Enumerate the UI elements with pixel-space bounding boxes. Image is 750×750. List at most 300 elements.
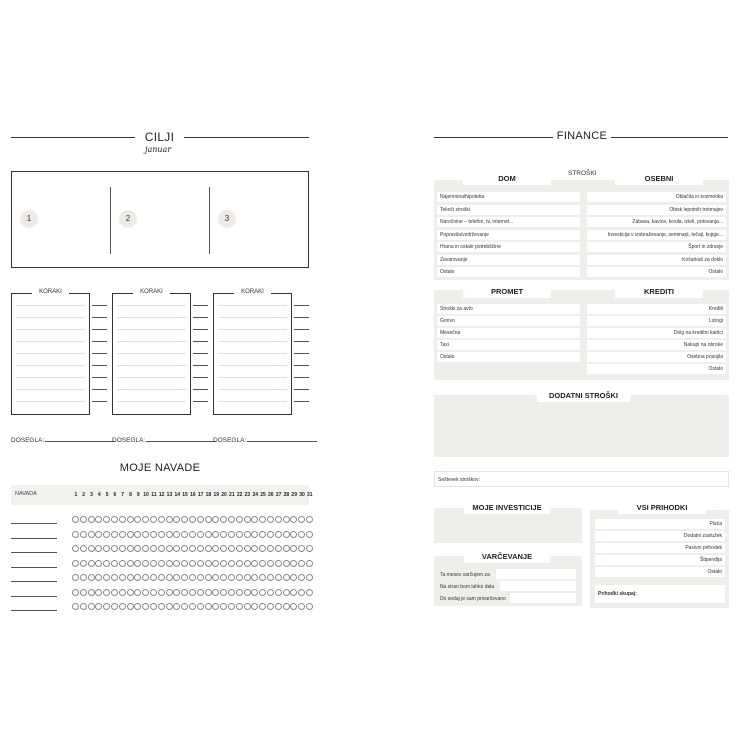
habit-day-checkbox[interactable] bbox=[88, 560, 95, 567]
habit-day-checkbox[interactable] bbox=[88, 574, 95, 581]
habit-day-checkbox[interactable] bbox=[72, 574, 79, 581]
habit-day-checkbox[interactable] bbox=[205, 574, 212, 581]
habit-day-checkbox[interactable] bbox=[298, 589, 305, 596]
habit-day-checkbox[interactable] bbox=[212, 560, 219, 567]
habit-day-checkbox[interactable] bbox=[158, 603, 165, 610]
osebni-row[interactable] bbox=[587, 192, 726, 202]
habit-name-field[interactable] bbox=[11, 538, 57, 539]
steps-box-3 bbox=[213, 289, 292, 415]
habit-day-checkbox[interactable] bbox=[95, 589, 102, 596]
habit-day-checkbox[interactable] bbox=[80, 545, 87, 552]
habit-day-checkbox[interactable] bbox=[283, 516, 290, 523]
habit-day-checkbox[interactable] bbox=[205, 589, 212, 596]
habit-day-checkbox[interactable] bbox=[290, 603, 297, 610]
krediti-row[interactable] bbox=[587, 352, 726, 362]
habit-day-checkbox[interactable] bbox=[205, 516, 212, 523]
habit-day-checkbox[interactable] bbox=[127, 516, 134, 523]
habit-day-checkbox[interactable] bbox=[142, 603, 149, 610]
habit-day-checkbox[interactable] bbox=[228, 603, 235, 610]
habit-day-checkbox[interactable] bbox=[119, 560, 126, 567]
habit-day-checkbox[interactable] bbox=[267, 574, 274, 581]
habit-day-checkbox[interactable] bbox=[290, 574, 297, 581]
habit-day-checkbox[interactable] bbox=[158, 531, 165, 538]
habit-day-checkbox[interactable] bbox=[166, 516, 173, 523]
habit-day-checkbox[interactable] bbox=[228, 574, 235, 581]
habit-day-checkbox[interactable] bbox=[220, 589, 227, 596]
habit-day-checkbox[interactable] bbox=[181, 531, 188, 538]
habit-day-checkbox[interactable] bbox=[150, 545, 157, 552]
day-number: 8 bbox=[129, 492, 132, 498]
habit-day-checkbox[interactable] bbox=[236, 574, 243, 581]
habit-day-checkbox[interactable] bbox=[150, 516, 157, 523]
habit-day-checkbox[interactable] bbox=[103, 574, 110, 581]
habit-day-checkbox[interactable] bbox=[290, 516, 297, 523]
habit-day-checkbox[interactable] bbox=[259, 531, 266, 538]
habit-day-checkbox[interactable] bbox=[189, 589, 196, 596]
habit-day-checkbox[interactable] bbox=[181, 603, 188, 610]
habit-day-checkbox[interactable] bbox=[259, 574, 266, 581]
habit-day-checkbox[interactable] bbox=[142, 574, 149, 581]
habit-day-checkbox[interactable] bbox=[306, 531, 313, 538]
habit-day-checkbox[interactable] bbox=[197, 516, 204, 523]
krediti-row[interactable] bbox=[587, 328, 726, 338]
prihodki-row[interactable] bbox=[595, 531, 725, 541]
habit-day-checkbox[interactable] bbox=[251, 531, 258, 538]
prihodki-row[interactable] bbox=[595, 543, 725, 553]
habit-day-checkbox[interactable] bbox=[134, 560, 141, 567]
habit-day-checkbox[interactable] bbox=[244, 589, 251, 596]
habit-day-checkbox[interactable] bbox=[212, 516, 219, 523]
habit-day-checkbox[interactable] bbox=[290, 531, 297, 538]
habit-day-checkbox[interactable] bbox=[173, 560, 180, 567]
krediti-label: Krediti bbox=[708, 306, 723, 312]
osebni-label: Zabava, kavice, kosila, izleti, potovanja... bbox=[632, 219, 723, 225]
habit-day-checkbox[interactable] bbox=[259, 516, 266, 523]
day-number: 26 bbox=[268, 492, 274, 498]
habit-name-field[interactable] bbox=[11, 596, 57, 597]
habit-day-checkbox[interactable] bbox=[228, 545, 235, 552]
habit-day-checkbox[interactable] bbox=[236, 589, 243, 596]
habit-name-field[interactable] bbox=[11, 581, 57, 582]
habit-day-checkbox[interactable] bbox=[88, 516, 95, 523]
habit-day-checkbox[interactable] bbox=[267, 545, 274, 552]
habit-day-checkbox[interactable] bbox=[244, 545, 251, 552]
habit-day-checkbox[interactable] bbox=[205, 545, 212, 552]
promet-row[interactable] bbox=[437, 304, 580, 314]
prihodki-label: Pasivni prihodek bbox=[685, 545, 722, 551]
osebni-row[interactable] bbox=[587, 230, 726, 240]
habit-day-checkbox[interactable] bbox=[267, 560, 274, 567]
savings-goal-field[interactable] bbox=[496, 569, 576, 579]
day-number: 14 bbox=[174, 492, 181, 498]
habit-day-checkbox[interactable] bbox=[88, 545, 95, 552]
habits-title: MOJE NAVADE bbox=[119, 462, 201, 474]
habit-day-checkbox[interactable] bbox=[251, 574, 258, 581]
prihodki-label: Ostalo bbox=[707, 569, 722, 575]
habit-day-checkbox[interactable] bbox=[166, 545, 173, 552]
habit-day-checkbox[interactable] bbox=[197, 603, 204, 610]
habit-day-checkbox[interactable] bbox=[134, 531, 141, 538]
habit-day-checkbox[interactable] bbox=[283, 560, 290, 567]
habit-day-checkbox[interactable] bbox=[298, 560, 305, 567]
habit-day-checkbox[interactable] bbox=[166, 603, 173, 610]
habit-day-checkbox[interactable] bbox=[111, 531, 118, 538]
habit-row bbox=[11, 531, 309, 539]
habit-day-checkbox[interactable] bbox=[275, 560, 282, 567]
habit-day-checkbox[interactable] bbox=[119, 516, 126, 523]
habit-day-checkbox[interactable] bbox=[142, 589, 149, 596]
habit-day-checkbox[interactable] bbox=[197, 574, 204, 581]
habit-day-checkbox[interactable] bbox=[95, 574, 102, 581]
habit-day-checkbox[interactable] bbox=[95, 531, 102, 538]
habit-day-checkbox[interactable] bbox=[306, 589, 313, 596]
habit-day-checkbox[interactable] bbox=[306, 545, 313, 552]
habit-day-checkbox[interactable] bbox=[259, 560, 266, 567]
habits-header bbox=[11, 485, 313, 505]
habit-day-checkbox[interactable] bbox=[220, 531, 227, 538]
habit-day-checkbox[interactable] bbox=[173, 516, 180, 523]
promet-row[interactable] bbox=[437, 352, 580, 362]
habit-day-checkbox[interactable] bbox=[166, 589, 173, 596]
habit-day-checkbox[interactable] bbox=[283, 589, 290, 596]
habit-day-checkbox[interactable] bbox=[80, 589, 87, 596]
habit-day-checkbox[interactable] bbox=[236, 603, 243, 610]
habit-day-checkbox[interactable] bbox=[111, 603, 118, 610]
krediti-row[interactable] bbox=[587, 364, 726, 374]
day-number: 4 bbox=[97, 492, 101, 498]
habit-day-checkbox[interactable] bbox=[205, 560, 212, 567]
habit-day-checkbox[interactable] bbox=[119, 589, 126, 596]
habit-day-checkbox[interactable] bbox=[88, 589, 95, 596]
habit-day-checkbox[interactable] bbox=[212, 603, 219, 610]
habit-day-checkbox[interactable] bbox=[189, 560, 196, 567]
habit-day-checkbox[interactable] bbox=[127, 589, 134, 596]
osebni-row[interactable] bbox=[587, 267, 726, 277]
habit-day-checkbox[interactable] bbox=[166, 560, 173, 567]
osebni-label: Obisk lepotnih tretmajev bbox=[669, 206, 723, 213]
habit-day-checkbox[interactable] bbox=[95, 603, 102, 610]
habit-day-checkbox[interactable] bbox=[290, 589, 297, 596]
habit-day-checkbox[interactable] bbox=[212, 589, 219, 596]
habit-day-checkbox[interactable] bbox=[267, 531, 274, 538]
habit-day-checkbox[interactable] bbox=[259, 603, 266, 610]
income-total-field[interactable]: Prihodki skupaj: bbox=[595, 585, 725, 603]
habit-day-checkbox[interactable] bbox=[189, 516, 196, 523]
habit-day-checkbox[interactable] bbox=[158, 545, 165, 552]
promet-row[interactable] bbox=[437, 328, 580, 338]
habit-day-checkbox[interactable] bbox=[267, 516, 274, 523]
habit-day-checkbox[interactable] bbox=[150, 531, 157, 538]
habit-day-checkbox[interactable] bbox=[251, 560, 258, 567]
habit-day-checkbox[interactable] bbox=[212, 574, 219, 581]
osebni-row[interactable] bbox=[587, 242, 726, 252]
total-expenses-field[interactable]: Seštevek stroškov: bbox=[434, 471, 729, 487]
habit-day-checkbox[interactable] bbox=[189, 545, 196, 552]
habit-day-checkbox[interactable] bbox=[127, 560, 134, 567]
dom-row[interactable] bbox=[437, 205, 580, 215]
habit-day-checkbox[interactable] bbox=[275, 516, 282, 523]
promet-row[interactable] bbox=[437, 316, 580, 326]
habit-day-checkbox[interactable] bbox=[80, 574, 87, 581]
habit-day-checkbox[interactable] bbox=[298, 603, 305, 610]
habit-day-checkbox[interactable] bbox=[197, 560, 204, 567]
habit-day-checkbox[interactable] bbox=[220, 603, 227, 610]
habit-day-checkbox[interactable] bbox=[181, 589, 188, 596]
habit-day-checkbox[interactable] bbox=[111, 516, 118, 523]
habit-day-checkbox[interactable] bbox=[275, 603, 282, 610]
habit-day-checkbox[interactable] bbox=[80, 560, 87, 567]
habit-day-checkbox[interactable] bbox=[166, 574, 173, 581]
habit-day-checkbox[interactable] bbox=[134, 574, 141, 581]
habit-day-checkbox[interactable] bbox=[244, 603, 251, 610]
habit-day-checkbox[interactable] bbox=[290, 560, 297, 567]
habit-day-checkbox[interactable] bbox=[298, 516, 305, 523]
krediti-row[interactable] bbox=[587, 316, 726, 326]
habit-day-checkbox[interactable] bbox=[267, 589, 274, 596]
habit-day-checkbox[interactable] bbox=[72, 516, 79, 523]
habit-day-checkbox[interactable] bbox=[142, 560, 149, 567]
habit-day-checkbox[interactable] bbox=[181, 516, 188, 523]
day-numbers bbox=[72, 492, 314, 498]
dom-label: Hrana in ostale potrebščine bbox=[440, 244, 501, 250]
habit-day-checkbox[interactable] bbox=[251, 603, 258, 610]
steps-label: KORAKI bbox=[140, 289, 163, 295]
habit-day-checkbox[interactable] bbox=[197, 545, 204, 552]
habit-name-field[interactable] bbox=[11, 567, 57, 568]
osebni-label: Šport in zdravje bbox=[688, 244, 723, 250]
habit-day-checkbox[interactable] bbox=[72, 589, 79, 596]
osebni-row[interactable] bbox=[587, 205, 726, 215]
habit-day-checkbox[interactable] bbox=[283, 603, 290, 610]
habit-day-checkbox[interactable] bbox=[173, 603, 180, 610]
habit-day-checkbox[interactable] bbox=[189, 603, 196, 610]
habit-day-checkbox[interactable] bbox=[220, 560, 227, 567]
habit-day-checkbox[interactable] bbox=[88, 531, 95, 538]
habit-day-checkbox[interactable] bbox=[111, 574, 118, 581]
dom-row[interactable] bbox=[437, 230, 580, 240]
habit-day-checkbox[interactable] bbox=[119, 531, 126, 538]
habit-day-checkbox[interactable] bbox=[111, 560, 118, 567]
habit-day-checkbox[interactable] bbox=[173, 574, 180, 581]
habit-day-checkbox[interactable] bbox=[158, 560, 165, 567]
habit-day-checkbox[interactable] bbox=[275, 531, 282, 538]
habit-day-checkbox[interactable] bbox=[150, 574, 157, 581]
habit-day-checkbox[interactable] bbox=[283, 574, 290, 581]
habit-day-checkbox[interactable] bbox=[236, 545, 243, 552]
prihodki-header: VSI PRIHODKI bbox=[618, 502, 706, 514]
habit-day-checkbox[interactable] bbox=[166, 531, 173, 538]
habit-day-checkbox[interactable] bbox=[283, 545, 290, 552]
habit-day-checkbox[interactable] bbox=[103, 560, 110, 567]
habit-day-checkbox[interactable] bbox=[127, 603, 134, 610]
habit-day-checkbox[interactable] bbox=[134, 589, 141, 596]
habit-day-checkbox[interactable] bbox=[103, 603, 110, 610]
habit-row bbox=[11, 574, 309, 582]
savings-amount-field[interactable] bbox=[500, 581, 576, 591]
habit-day-checkbox[interactable] bbox=[259, 545, 266, 552]
achieved-field-2[interactable]: DOSEGLA: bbox=[112, 437, 216, 444]
habit-day-checkbox[interactable] bbox=[95, 545, 102, 552]
dom-row[interactable] bbox=[437, 192, 580, 202]
habit-day-checkbox[interactable] bbox=[173, 589, 180, 596]
habit-day-checkbox[interactable] bbox=[173, 545, 180, 552]
habit-day-checkbox[interactable] bbox=[290, 545, 297, 552]
habit-day-checkbox[interactable] bbox=[228, 531, 235, 538]
promet-label: Ostalo bbox=[440, 354, 455, 360]
dom-row[interactable] bbox=[437, 267, 580, 277]
dom-row[interactable] bbox=[437, 242, 580, 252]
habit-day-checkbox[interactable] bbox=[127, 545, 134, 552]
habit-name-field[interactable] bbox=[11, 552, 57, 553]
osebni-row[interactable] bbox=[587, 217, 726, 227]
page-title-finance: FINANCE bbox=[556, 130, 608, 142]
krediti-label: Ostalo bbox=[708, 366, 723, 372]
day-number: 6 bbox=[113, 492, 117, 498]
day-number: 10 bbox=[143, 492, 149, 498]
promet-label: Mesečna bbox=[440, 330, 461, 336]
habit-day-checkbox[interactable] bbox=[95, 516, 102, 523]
habit-day-checkbox[interactable] bbox=[88, 603, 95, 610]
dom-label: Naročnine – telefon, tv, internet... bbox=[440, 219, 514, 225]
habit-name-field[interactable] bbox=[11, 610, 57, 611]
habit-day-checkbox[interactable] bbox=[142, 545, 149, 552]
habit-day-checkbox[interactable] bbox=[158, 516, 165, 523]
osebni-label: Investicija v izobraževanje, seminarji, tečaji, knjige... bbox=[607, 231, 723, 238]
habit-day-checkbox[interactable] bbox=[142, 531, 149, 538]
habit-day-checkbox[interactable] bbox=[212, 545, 219, 552]
achieved-field-1[interactable]: DOSEGLA: bbox=[11, 437, 115, 444]
habit-day-checkbox[interactable] bbox=[72, 560, 79, 567]
habit-name-field[interactable] bbox=[11, 523, 57, 524]
habit-day-checkbox[interactable] bbox=[220, 516, 227, 523]
additional-expenses-panel[interactable] bbox=[434, 395, 729, 457]
day-number: 11 bbox=[151, 492, 157, 498]
habit-day-checkbox[interactable] bbox=[134, 516, 141, 523]
habit-day-checkbox[interactable] bbox=[127, 574, 134, 581]
habit-day-checkbox[interactable] bbox=[251, 516, 258, 523]
habit-day-checkbox[interactable] bbox=[212, 531, 219, 538]
prihodki-label: Dodatni zaslužek bbox=[683, 533, 722, 539]
habit-day-checkbox[interactable] bbox=[103, 516, 110, 523]
habit-day-checkbox[interactable] bbox=[158, 574, 165, 581]
krediti-row[interactable] bbox=[587, 304, 726, 314]
dom-label: Popravila/vzdrževanje bbox=[440, 231, 489, 238]
habit-day-checkbox[interactable] bbox=[103, 531, 110, 538]
habit-day-checkbox[interactable] bbox=[259, 589, 266, 596]
habit-day-checkbox[interactable] bbox=[111, 589, 118, 596]
habit-day-checkbox[interactable] bbox=[236, 516, 243, 523]
habit-day-checkbox[interactable] bbox=[181, 574, 188, 581]
promet-header: PROMET bbox=[463, 286, 551, 298]
habit-day-checkbox[interactable] bbox=[205, 531, 212, 538]
habit-day-checkbox[interactable] bbox=[72, 545, 79, 552]
promet-row[interactable] bbox=[437, 340, 580, 350]
habit-day-checkbox[interactable] bbox=[181, 560, 188, 567]
habit-day-checkbox[interactable] bbox=[150, 603, 157, 610]
habit-day-checkbox[interactable] bbox=[95, 560, 102, 567]
habit-day-checkbox[interactable] bbox=[220, 545, 227, 552]
steps-label: KORAKI bbox=[241, 289, 264, 295]
osebni-row[interactable] bbox=[587, 255, 726, 265]
habit-day-checkbox[interactable] bbox=[103, 589, 110, 596]
habit-day-checkbox[interactable] bbox=[251, 545, 258, 552]
habit-day-checkbox[interactable] bbox=[158, 589, 165, 596]
prihodki-row[interactable] bbox=[595, 519, 725, 529]
habit-day-checkbox[interactable] bbox=[173, 531, 180, 538]
habit-day-checkbox[interactable] bbox=[111, 545, 118, 552]
habit-day-checkbox[interactable] bbox=[228, 589, 235, 596]
prihodki-label: Štipendija bbox=[700, 557, 722, 563]
savings-total-field[interactable] bbox=[510, 593, 576, 603]
habit-day-checkbox[interactable] bbox=[142, 516, 149, 523]
habit-day-checkbox[interactable] bbox=[80, 516, 87, 523]
habit-day-checkbox[interactable] bbox=[197, 589, 204, 596]
habit-day-checkbox[interactable] bbox=[275, 545, 282, 552]
habit-day-checkbox[interactable] bbox=[228, 516, 235, 523]
habit-day-checkbox[interactable] bbox=[119, 574, 126, 581]
habit-day-checkbox[interactable] bbox=[197, 531, 204, 538]
day-number: 19 bbox=[213, 492, 220, 498]
habit-day-checkbox[interactable] bbox=[72, 603, 79, 610]
habit-day-checkbox[interactable] bbox=[236, 560, 243, 567]
habit-day-checkbox[interactable] bbox=[306, 574, 313, 581]
prihodki-row[interactable] bbox=[595, 567, 725, 577]
habit-day-checkbox[interactable] bbox=[127, 531, 134, 538]
habit-day-checkbox[interactable] bbox=[267, 603, 274, 610]
habit-day-checkbox[interactable] bbox=[244, 516, 251, 523]
habit-day-checkbox[interactable] bbox=[298, 574, 305, 581]
habit-day-checkbox[interactable] bbox=[80, 531, 87, 538]
habit-day-checkbox[interactable] bbox=[189, 574, 196, 581]
habit-day-checkbox[interactable] bbox=[244, 574, 251, 581]
habit-day-checkbox[interactable] bbox=[244, 531, 251, 538]
habit-day-checkbox[interactable] bbox=[298, 545, 305, 552]
habit-day-checkbox[interactable] bbox=[181, 545, 188, 552]
achieved-field-3[interactable]: DOSEGLA: bbox=[213, 437, 317, 444]
habit-day-checkbox[interactable] bbox=[306, 603, 313, 610]
habit-day-checkbox[interactable] bbox=[119, 545, 126, 552]
habit-day-checkbox[interactable] bbox=[283, 531, 290, 538]
habit-day-checkbox[interactable] bbox=[275, 574, 282, 581]
krediti-row[interactable] bbox=[587, 340, 726, 350]
habit-day-checkbox[interactable] bbox=[251, 589, 258, 596]
habit-day-checkbox[interactable] bbox=[150, 560, 157, 567]
habit-day-checkbox[interactable] bbox=[275, 589, 282, 596]
habit-day-checkbox[interactable] bbox=[150, 589, 157, 596]
prihodki-row[interactable] bbox=[595, 555, 725, 565]
habit-day-checkbox[interactable] bbox=[298, 531, 305, 538]
habit-day-checkbox[interactable] bbox=[236, 531, 243, 538]
habit-day-checkbox[interactable] bbox=[189, 531, 196, 538]
habit-day-checkbox[interactable] bbox=[205, 603, 212, 610]
habit-day-checkbox[interactable] bbox=[244, 560, 251, 567]
day-number: 1 bbox=[74, 492, 78, 498]
day-number: 21 bbox=[229, 492, 235, 498]
habit-day-checkbox[interactable] bbox=[72, 531, 79, 538]
dom-row[interactable] bbox=[437, 255, 580, 265]
habit-day-checkbox[interactable] bbox=[228, 560, 235, 567]
habit-day-checkbox[interactable] bbox=[134, 545, 141, 552]
dom-row[interactable] bbox=[437, 217, 580, 227]
habit-day-checkbox[interactable] bbox=[220, 574, 227, 581]
habit-day-checkbox[interactable] bbox=[119, 603, 126, 610]
habit-day-checkbox[interactable] bbox=[306, 516, 313, 523]
habit-day-checkbox[interactable] bbox=[306, 560, 313, 567]
habit-day-checkbox[interactable] bbox=[103, 545, 110, 552]
osebni-label: Oblačila in kozmetika bbox=[675, 194, 723, 200]
habit-day-checkbox[interactable] bbox=[134, 603, 141, 610]
habit-day-checkbox[interactable] bbox=[80, 603, 87, 610]
